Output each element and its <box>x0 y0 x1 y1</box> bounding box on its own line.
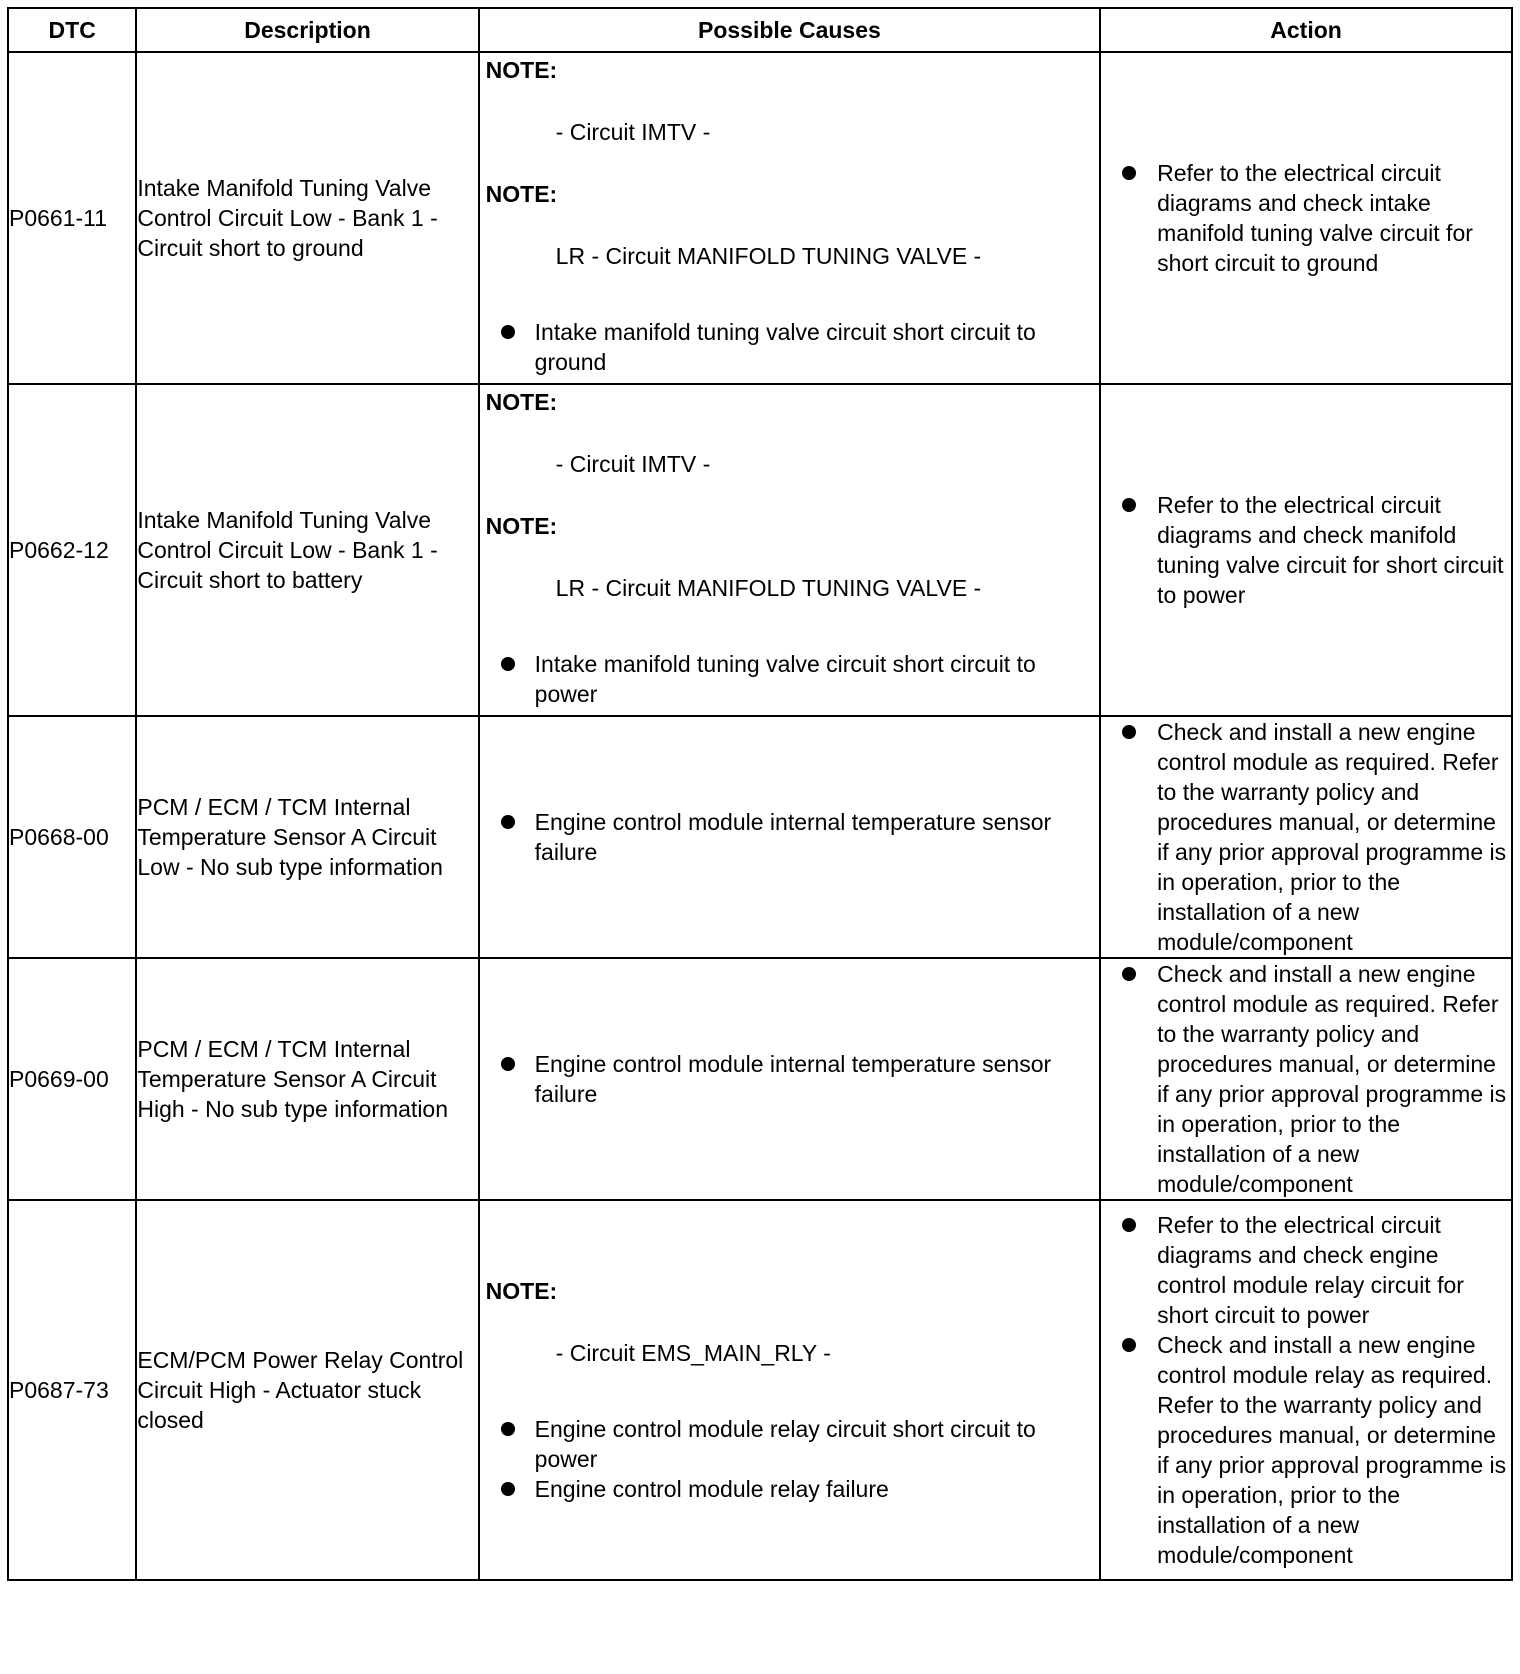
bullet-icon <box>501 1482 515 1496</box>
action-item <box>1101 1210 1511 1330</box>
note-circuit: - Circuit IMTV - <box>555 451 711 477</box>
dtc-code: P0668-00 <box>8 716 136 958</box>
dtc-description: Intake Manifold Tuning Valve Control Circuit Low - Bank 1 - Circuit short to ground <box>136 52 478 384</box>
bullet-icon <box>501 1057 515 1071</box>
header-row <box>8 8 1512 52</box>
table-row <box>8 52 1512 384</box>
note-label: NOTE: <box>485 1278 558 1304</box>
dtc-code: P0687-73 <box>8 1200 136 1580</box>
dtc-description: PCM / ECM / TCM Internal Temperature Sensor A Circuit Low - No sub type information <box>136 716 478 958</box>
action-text: Refer to the electrical circuit diagrams and check manifold tuning valve circuit for short circuit to power <box>1157 492 1504 608</box>
dtc-description: ECM/PCM Power Relay Control Circuit High - Actuator stuck closed <box>136 1200 478 1580</box>
action-item <box>1101 717 1511 957</box>
action-text: Refer to the electrical circuit diagrams and check engine control module relay circuit for short circuit to power <box>1157 1212 1464 1328</box>
cause-item <box>480 1474 1099 1504</box>
dtc-code: P0669-00 <box>8 958 136 1200</box>
cause-text: Engine control module relay failure <box>534 1476 889 1502</box>
table-row <box>8 958 1512 1200</box>
note-circuit: LR - Circuit MANIFOLD TUNING VALVE - <box>555 243 982 269</box>
possible-causes-cell <box>479 716 1100 958</box>
bullet-icon <box>1122 166 1136 180</box>
action-cell <box>1100 52 1512 384</box>
action-text: Check and install a new engine control module as required. Refer to the warranty policy and procedures manual, or determine if any prior approval programme is in operation, prior to the installation of a new module/component <box>1157 961 1507 1197</box>
action-cell <box>1100 1200 1512 1580</box>
dtc-code: P0661-11 <box>8 52 136 384</box>
causes-list <box>480 317 1099 377</box>
table-row <box>8 384 1512 716</box>
header-possible-causes: Possible Causes <box>479 8 1100 52</box>
cause-item <box>480 1049 1099 1109</box>
possible-causes-cell <box>479 1200 1100 1580</box>
note-circuit: LR - Circuit MANIFOLD TUNING VALVE - <box>555 575 982 601</box>
cause-text: Engine control module relay circuit short circuit to power <box>534 1416 1036 1472</box>
bullet-icon <box>1122 967 1136 981</box>
bullet-icon <box>1122 725 1136 739</box>
bullet-icon <box>501 325 515 339</box>
note-circuit: - Circuit EMS_MAIN_RLY - <box>555 1340 831 1366</box>
header-dtc: DTC <box>8 8 136 52</box>
note-label: NOTE: <box>485 57 558 83</box>
bullet-icon <box>501 657 515 671</box>
cause-text: Engine control module internal temperature sensor failure <box>534 1051 1052 1107</box>
bullet-icon <box>1122 1338 1136 1352</box>
cause-item <box>480 1414 1099 1474</box>
note-circuit: - Circuit IMTV - <box>555 119 711 145</box>
cause-text: Intake manifold tuning valve circuit short circuit to power <box>534 651 1036 707</box>
actions-list <box>1101 490 1511 610</box>
header-description: Description <box>136 8 478 52</box>
table-row <box>8 716 1512 958</box>
bullet-icon <box>1122 498 1136 512</box>
actions-list <box>1101 959 1511 1199</box>
cause-text: Intake manifold tuning valve circuit short circuit to ground <box>534 319 1036 375</box>
header-action: Action <box>1100 8 1512 52</box>
causes-list <box>480 1049 1099 1109</box>
dtc-document <box>7 7 1513 1581</box>
causes-list <box>480 1414 1099 1504</box>
action-item <box>1101 490 1511 610</box>
action-item <box>1101 1330 1511 1570</box>
note-label: NOTE: <box>485 181 558 207</box>
dtc-description: PCM / ECM / TCM Internal Temperature Sensor A Circuit High - No sub type information <box>136 958 478 1200</box>
actions-list <box>1101 158 1511 278</box>
cause-item <box>480 807 1099 867</box>
action-cell <box>1100 384 1512 716</box>
actions-list <box>1101 717 1511 957</box>
possible-causes-cell <box>479 52 1100 384</box>
possible-causes-cell <box>479 958 1100 1200</box>
cause-text: Engine control module internal temperature sensor failure <box>534 809 1052 865</box>
causes-list <box>480 807 1099 867</box>
cause-item <box>480 317 1099 377</box>
cause-item <box>480 649 1099 709</box>
dtc-table <box>7 7 1513 1581</box>
possible-causes-cell <box>479 384 1100 716</box>
note-label: NOTE: <box>485 513 558 539</box>
causes-list <box>480 649 1099 709</box>
action-item <box>1101 158 1511 278</box>
action-text: Check and install a new engine control module as required. Refer to the warranty policy and procedures manual, or determine if any prior approval programme is in operation, prior to the installation of a new module/component <box>1157 719 1507 955</box>
action-item <box>1101 959 1511 1199</box>
action-text: Refer to the electrical circuit diagrams and check intake manifold tuning valve circuit for short circuit to ground <box>1157 160 1473 276</box>
action-cell <box>1100 958 1512 1200</box>
action-text: Check and install a new engine control module relay as required. Refer to the warranty policy and procedures manual, or determine if any prior approval programme is in operation, prior to the installation of a new module/component <box>1157 1332 1507 1568</box>
bullet-icon <box>501 1422 515 1436</box>
bullet-icon <box>1122 1218 1136 1232</box>
note-label: NOTE: <box>485 389 558 415</box>
dtc-code: P0662-12 <box>8 384 136 716</box>
action-cell <box>1100 716 1512 958</box>
table-row <box>8 1200 1512 1580</box>
bullet-icon <box>501 815 515 829</box>
actions-list <box>1101 1210 1511 1570</box>
dtc-description: Intake Manifold Tuning Valve Control Circuit Low - Bank 1 - Circuit short to battery <box>136 384 478 716</box>
